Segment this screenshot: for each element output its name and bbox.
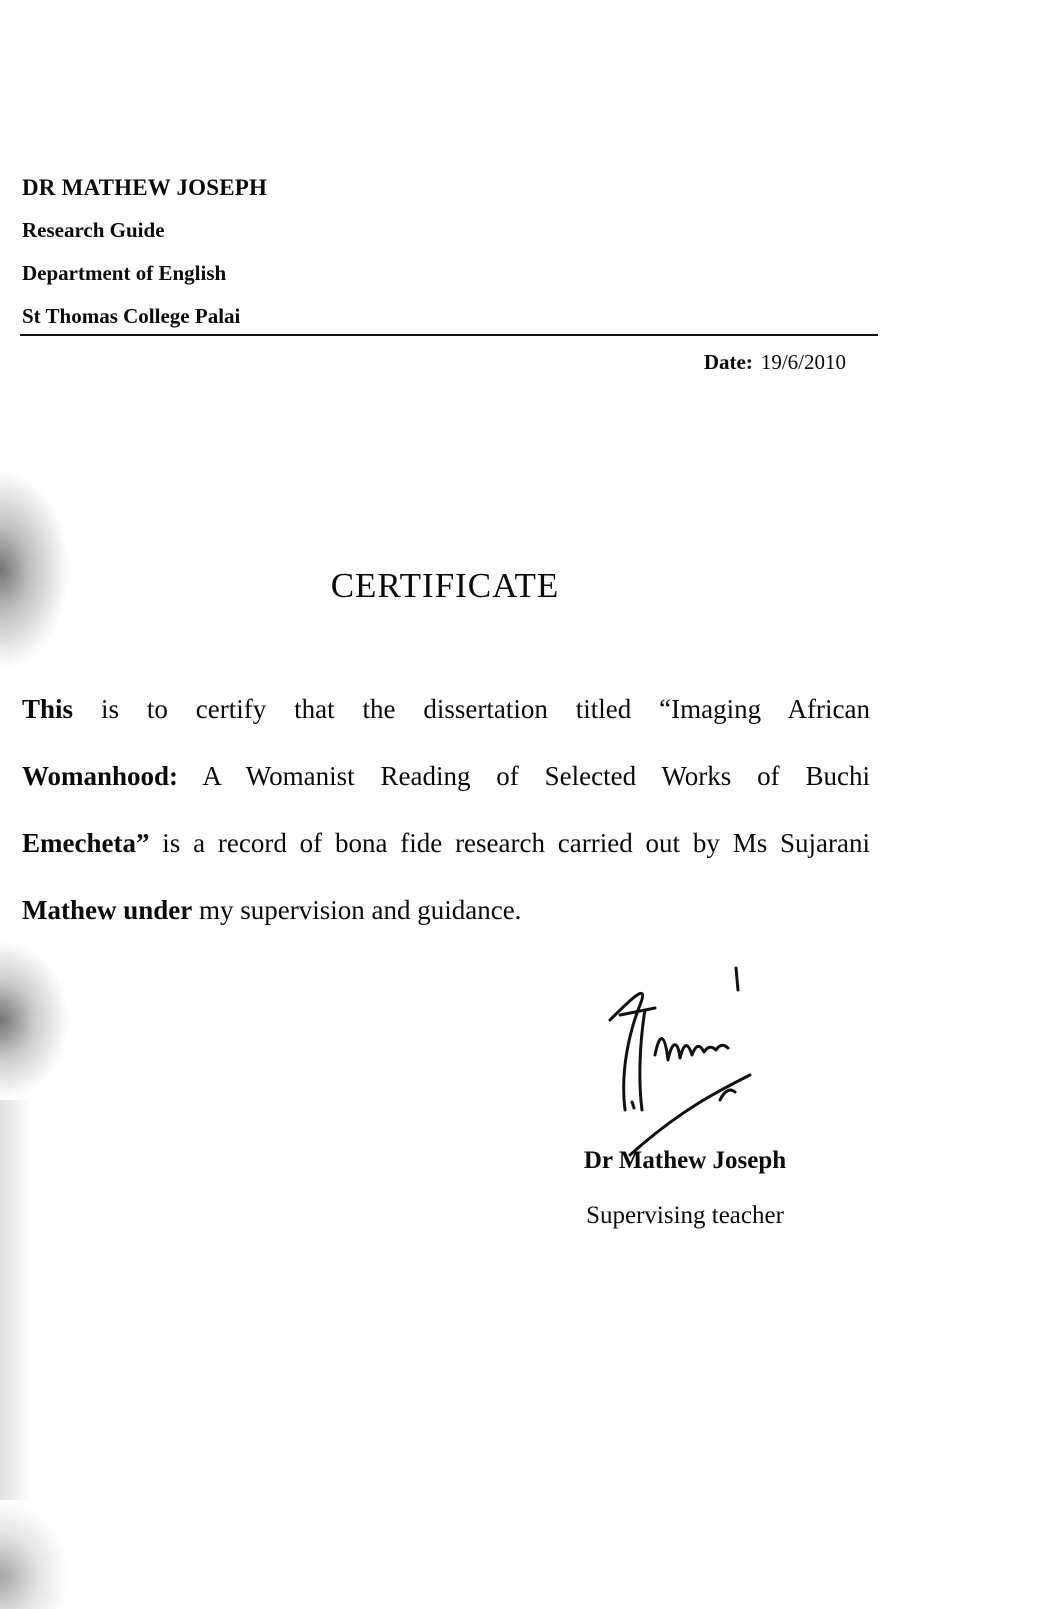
body-line xyxy=(22,676,870,743)
signatory-title: Supervising teacher xyxy=(586,1202,784,1229)
handwritten-signature xyxy=(600,960,800,1160)
letterhead-institution: St Thomas College Palai xyxy=(22,304,241,328)
body-line xyxy=(22,810,870,877)
body-text: is to certify that the dissertation titled “Imaging African xyxy=(73,694,870,724)
body-bold-text: This xyxy=(22,694,74,724)
letterhead-role: Research Guide xyxy=(22,218,165,242)
body-text: is a record of bona fide research carried out by Ms Sujarani xyxy=(149,828,870,858)
body-text: my supervision and guidance. xyxy=(192,895,522,925)
scan-noise xyxy=(0,940,70,1100)
letterhead-divider xyxy=(20,334,878,336)
body-bold-text: Emecheta” xyxy=(22,828,150,858)
body-line xyxy=(22,743,870,810)
body-text: A Womanist Reading of Selected Works of Buchi xyxy=(178,761,870,791)
date-value: 19/6/2010 xyxy=(760,350,846,374)
letterhead xyxy=(22,166,267,338)
letterhead-name: DR MATHEW JOSEPH xyxy=(22,175,268,200)
certificate-body xyxy=(22,676,870,944)
scan-noise xyxy=(0,1100,30,1500)
letterhead-department: Department of English xyxy=(22,261,227,285)
document-title: CERTIFICATE xyxy=(330,566,560,605)
body-line xyxy=(22,877,870,944)
body-bold-text: Mathew under xyxy=(22,895,193,925)
signature-block xyxy=(560,1133,810,1243)
body-bold-text: Womanhood: xyxy=(22,761,179,791)
signatory-name: Dr Mathew Joseph xyxy=(583,1147,787,1174)
date-line xyxy=(704,350,846,375)
date-label: Date: xyxy=(703,350,753,374)
scan-noise xyxy=(0,1500,70,1609)
